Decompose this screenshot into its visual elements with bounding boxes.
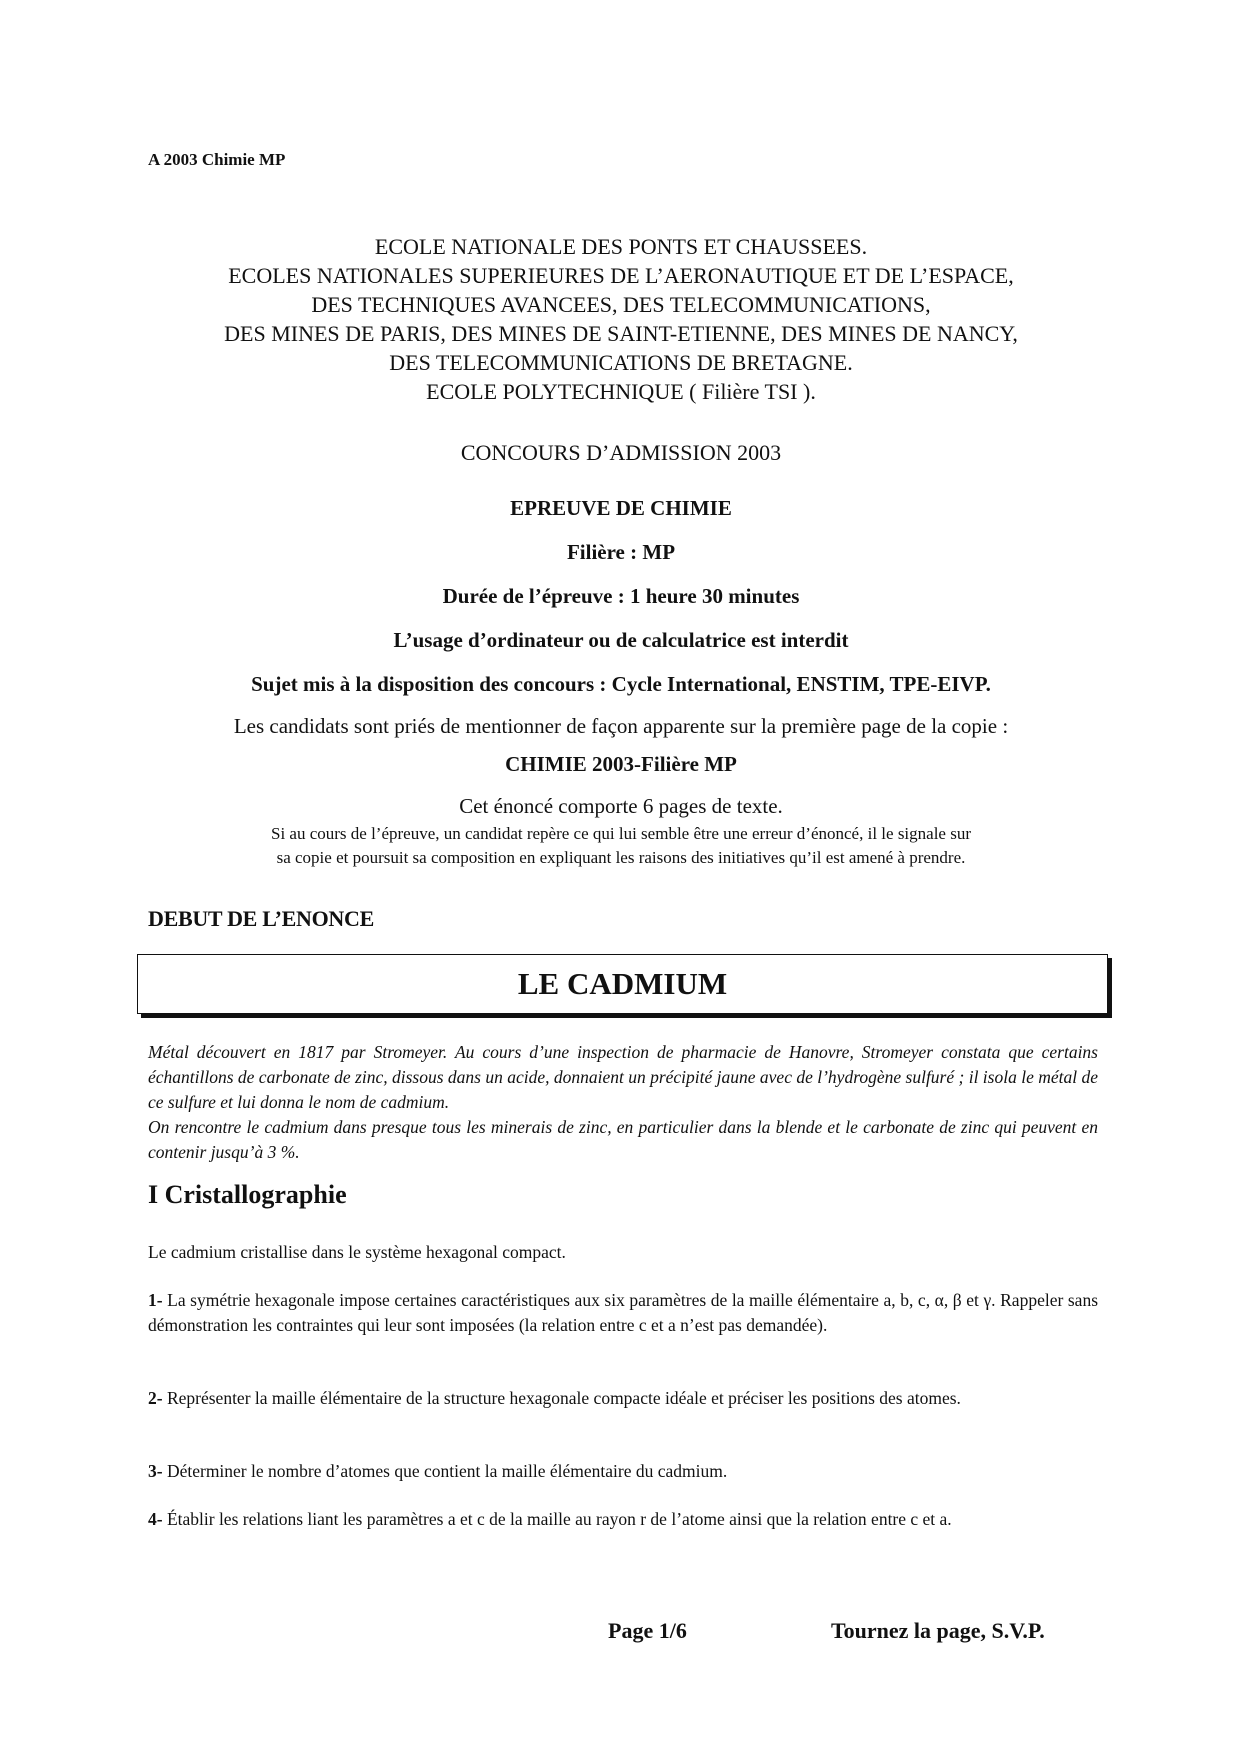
- calculator-rule: L’usage d’ordinateur ou de calculatrice est interdit: [393, 628, 849, 652]
- debut-heading: DEBUT DE L’ENONCE: [148, 906, 374, 931]
- crist-text: Le cadmium cristallise dans le système hexagonal compact.: [148, 1242, 566, 1262]
- question-number: 4-: [148, 1509, 163, 1529]
- sujet-availability: Sujet mis à la disposition des concours : Cycle International, ENSTIM, TPE-EIVP.: [251, 672, 991, 696]
- question-number: 2-: [148, 1388, 163, 1408]
- header-line: ECOLES NATIONALES SUPERIEURES DE L’AERONAUTIQUE ET DE L’ESPACE,: [228, 263, 1014, 288]
- question-text: Déterminer le nombre d’atomes que contient la maille élémentaire du cadmium.: [166, 1461, 728, 1481]
- mention-instruction: Les candidats sont priés de mentionner de façon apparente sur la première page de la copie :: [233, 714, 1009, 738]
- header-line: DES MINES DE PARIS, DES MINES DE SAINT-ETIENNE, DES MINES DE NANCY,: [224, 321, 1018, 346]
- header-line: ECOLE NATIONALE DES PONTS ET CHAUSSEES.: [374, 234, 868, 259]
- error-note-line: Si au cours de l’épreuve, un candidat repère ce qui lui semble être une erreur d’énoncé, il le signale sur: [270, 824, 971, 843]
- error-note-line: sa copie et poursuit sa composition en expliquant les raisons des initiatives qu’il est amené à prendre.: [276, 848, 966, 867]
- question-1: [148, 1288, 1098, 1338]
- filiere-label: Filière : MP: [566, 540, 676, 564]
- header-line: DES TECHNIQUES AVANCEES, DES TELECOMMUNICATIONS,: [311, 292, 931, 317]
- intro-text: [148, 1040, 1098, 1165]
- turn-page-note: Tournez la page, S.V.P.: [831, 1618, 1045, 1643]
- schools-header: [0, 232, 1242, 406]
- title-box: [137, 954, 1108, 1014]
- copy-label: CHIMIE 2003-Filière MP: [505, 752, 737, 776]
- main-title: LE CADMIUM: [517, 966, 728, 1001]
- header-line: DES TELECOMMUNICATIONS DE BRETAGNE.: [389, 350, 853, 375]
- question-text: La symétrie hexagonale impose certaines caractéristiques aux six paramètres de la maille élémentaire a, b, c, α, β et γ. Rappeler sans démonstration les contraintes qui leur sont imposées (la relation entre c et a n’est pas demandée).: [148, 1290, 1099, 1335]
- page-number: Page 1/6: [608, 1618, 687, 1643]
- question-4: [148, 1507, 1098, 1532]
- duration-label: Durée de l’épreuve : 1 heure 30 minutes: [442, 584, 800, 608]
- error-note: [0, 822, 1242, 870]
- concours-title: CONCOURS D’ADMISSION 2003: [460, 440, 782, 465]
- question-number: 1-: [148, 1290, 163, 1310]
- intro-paragraph: On rencontre le cadmium dans presque tous les minerais de zinc, en particulier dans la blende et le carbonate de zinc qui peuvent en contenir jusqu’à 3 %.: [148, 1117, 1098, 1162]
- epreuve-title: EPREUVE DE CHIMIE: [510, 496, 732, 520]
- question-text: Représenter la maille élémentaire de la structure hexagonale compacte idéale et préciser les positions des atomes.: [166, 1388, 961, 1408]
- question-2: [148, 1386, 1098, 1411]
- header-line: ECOLE POLYTECHNIQUE ( Filière TSI ).: [426, 379, 816, 404]
- exam-reference: A 2003 Chimie MP: [148, 150, 286, 169]
- section-title: I Cristallographie: [148, 1180, 347, 1209]
- question-3: [148, 1459, 1098, 1484]
- pages-note: Cet énoncé comporte 6 pages de texte.: [459, 794, 783, 818]
- intro-paragraph: Métal découvert en 1817 par Stromeyer. Au cours d’une inspection de pharmacie de Hanovre, Stromeyer constata que certains échantillons de carbonate de zinc, dissous dans un acide, donnaient un précipité jaune avec de l’hydrogène sulfuré ; il isola le métal de ce sulfure et lui donna le nom de cadmium.: [148, 1042, 1098, 1112]
- question-text: Établir les relations liant les paramètres a et c de la maille au rayon r de l’atome ainsi que la relation entre c et a.: [166, 1509, 952, 1529]
- question-number: 3-: [148, 1461, 163, 1481]
